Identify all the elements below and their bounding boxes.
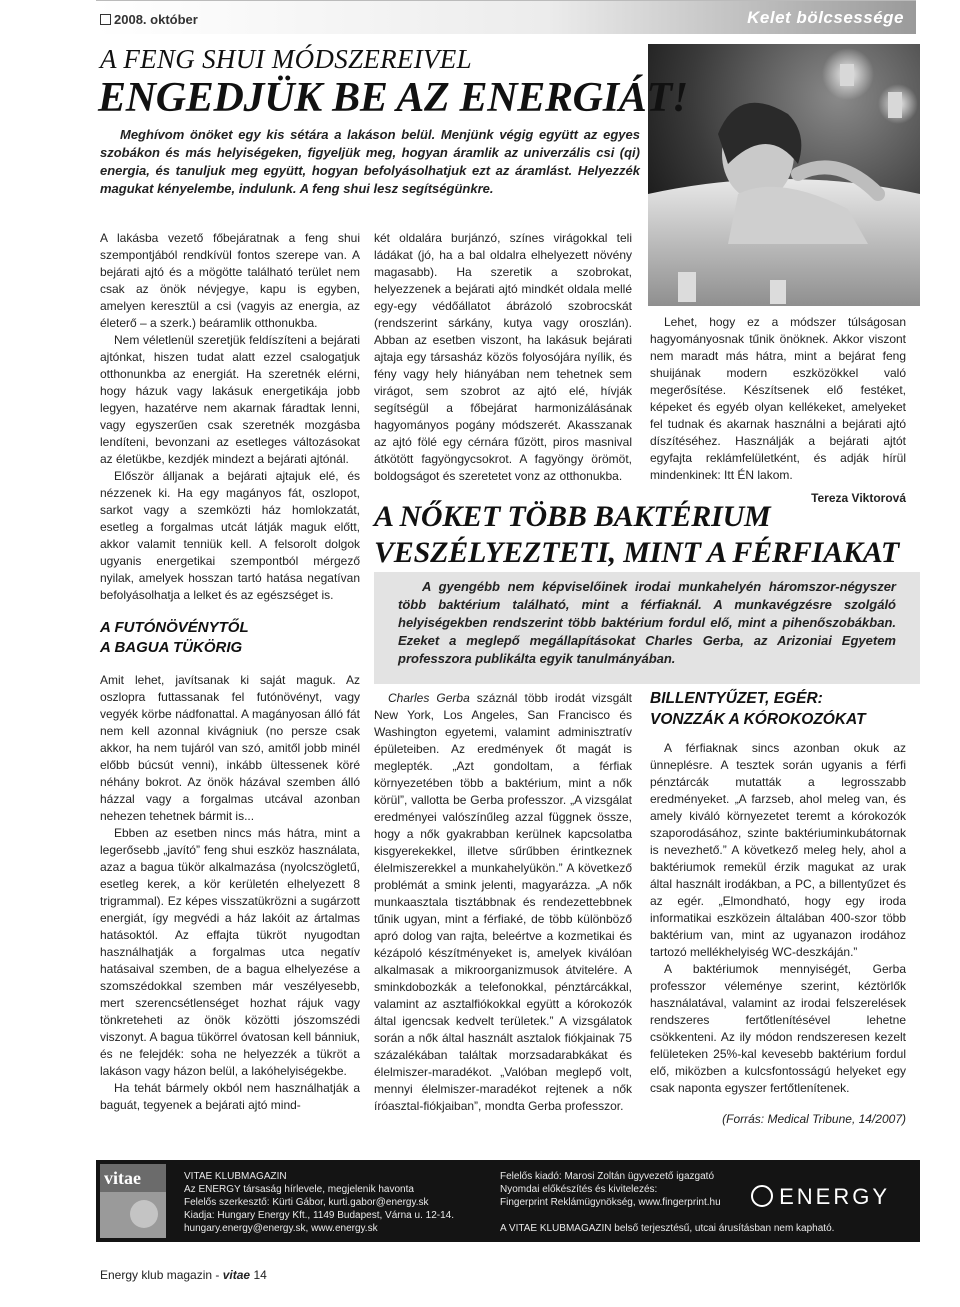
energy-logo-icon [751,1185,773,1207]
paragraph-text: száznál több irodát vizsgált New York, Los Angeles, San Francisco és Washington egyetemi, valamint adminisztratív épületeiben. Az eredmények őt magát is meglepték. „Azt gondoltam, a férfiak környezetében több a baktérium, mint a nők körül”, vallotta be Gerba professzor. „A vizsgálat eredményei valószínűleg azzal függnek össze, hogy a nők gyakrabban kerülnek kapcsolatba kisgyerekekkel, illetve sűrűbben érintkeznek élelmiszerekkel a munkahelyükön.” A következő problémát a smink jelenti, magyarázza. „A nők munkaasztala tisztábbnak és rendezettebbnek tűnik ugyan, mint a férfiaké, de több különböző apró dolog van rajta, beleértve a kozmetikai és kézápoló készítményeket is, amelyek kiválóan alkalmasak a mikroorganizmusok átvitelére. A sminkdobozkák a telefonokkal, pénztárcákkal, valamint az asztalfiókokkal együtt a kórokozók által igencsak kedvelt területek.” A vizsgálatok során a nők által használt asztalok fiókjainak 75 százalékában találtak morzsadarabkákat és élelmiszer-maradékot. „Valóban meglepő volt, mennyi élelmiszer-maradékot rejtenek a nők íróasztal-fiókjaiban”, mondta Gerba professzor. [374,691,632,1113]
paragraph: A lakásba vezető főbejáratnak a feng shui szempontjából rendkívül fontos szerepe van. A bejárati ajtó és a mögötte található terület nem csak az önök névjegye, kapu is egyben, amelyen keresztül a csi (vagyis az energia, az életerő – a szerk.) beáramlik otthonukba. [100,231,360,330]
side-heading-line1: BILLENTYŰZET, EGÉR: [650,690,823,707]
cover-illustration [100,1164,166,1238]
imprint-line: Kiadja: Hungary Energy Kft., 1149 Budapest, Várna u. 12-14. [184,1210,454,1221]
checkbox-square-icon [100,14,111,25]
article2-column1 [374,690,632,1115]
article2-title-line1: A NŐKET TÖBB BAKTÉRIUM [374,500,771,533]
subheading-line1: A FUTÓNÖVÉNYTŐL [100,619,249,636]
side-heading-line2: VONZZÁK A KÓROKOZÓKAT [650,711,866,728]
energy-logo [751,1184,890,1210]
imprint-line: Felelős kiadó: Marosi Zoltán ügyvezető igazgató [500,1171,715,1182]
imprint-line: VITAE KLUBMAGAZIN [184,1171,287,1182]
section-title: Kelet bölcsessége [747,8,904,27]
bath-woman-photo [648,44,920,306]
imprint-block1 [184,1170,484,1235]
paragraph: A férfiaknak sincs azonban okuk az ünneplésre. A tesztek során ugyanis a férfi pénztárcák mutatták a legrosszabb eredményeket. „A farzseb, ahol meleg van, és amely kiváló környezetet teremt a kórokozók szaporodásához, szinte baktériuminkubátornak is nevezhető.” A következő meleg hely, ahol a baktériumok remekül érzik magukat az urak által használt irodákban, a PC, a billentyűzet és az egér. „Elmondható, hogy egy iroda informatikai eszközein általában 400-szor több baktérium van, mint az ugyanazon irodához tartozó mellékhelyiség WC-deszkáján.” [650,741,906,959]
paragraph [374,690,632,1115]
article-lead [100,126,640,198]
imprint-line: Az ENERGY társaság hírlevele, megjelenik havonta [184,1184,414,1195]
imprint-line: Nyomdai előkészítés és kivitelezés: [500,1184,658,1195]
lead-paragraph: A gyengébb nem képviselőinek irodai munkahelyén háromszor-négyszer több baktérium található, mint a férfiaknál. A munkavégzésre szolgáló helyiségekben rendszerint több baktérium fordul elő, mint a pihenőszobákban. Ezeket a meglepő megállapításokat Charles Gerba, az Arizoniai Egyetem professzora publikálta egyik tanulmányában. [398,579,896,666]
paragraph: két oldalára burjánzó, színes virágokkal teli ládákat (jó, ha a bal oldalra elhelyezett növény magasabb). Ha szeretik a szobrokat, helyezzenek a bejárati ajtó mindkét oldala mellé egy-egy védőállatot ábrázoló szobrocskát (rendszerint sárkány, kutya vagy oroszlán). Abban az esetben viszont, ha lakásuk bejárati ajtaja egy társasház közös folyosójára nyílik, és fény vagy hely hiányában nem tehetnek sem virágot, sem szobrot az ajtó elé, hívják segítségül a főbejárat harmonizálásának hagyományos pogány módszerét. Akasszanak az ajtó fölé egy cérnára fűzött, piros masnival átkötött fagyöngycsokrot. A fagyöngy örömöt, boldogságot és szeretetet vonz az otthonukba. [374,231,632,483]
page-footer-magazine: vitae [222,1268,251,1282]
paragraph: A baktériumok mennyiségét, Gerba professzor véleménye szerint, kéztörlők használatával, valamint az irodai felszerelések rendszeres fertőtlenítésével lehetne csökkenteni. Az ily módon rendszeresen kezelt felületeken 25%-kal kevesebb baktérium fordul elő, miközben a kulcsfontosságú helyeket egy csak naponta egyszer fertőtlenítenek. [650,962,906,1095]
article1-column2 [374,230,632,485]
issue-date-text: 2008. október [114,12,198,27]
article2-column2 [650,688,906,1128]
paragraph: Amit lehet, javítsanak ki saját maguk. Az oszlopra futtassanak fel futónövényt, vagy vegyék körbe nádfonattal. A magányosan álló fát nem kell azonnal kivágniuk (no persze csak akkor, ha nem tujáról van szó, amitől jobb minél előbb búcsút venni), inkább ültessenek köré néhány bokrot. Az önök házával szemben álló házzal vagy a forgalmas utcával azonban nehezen tehetnek bármit is... [100,673,360,823]
article2-lead-box [374,572,920,684]
article2-title-line2: VESZÉLYEZTETI, MINT A FÉRFIAKAT [374,536,900,569]
issue-date [100,12,198,27]
cover-title: vitae [104,1168,141,1188]
subheading [100,618,360,658]
imprint-line: A VITAE KLUBMAGAZIN belső terjesztésű, utcai árusításban nem kapható. [500,1223,835,1234]
energy-logo-text: ENERGY [779,1184,890,1209]
paragraph: Nem véletlenül szeretjük feldíszíteni a bejárati ajtónkat, hiszen tudat alatt ezzel csalogatjuk otthonunkba az energiát. Ha szeretnék elérni, hogy házuk vagy lakásuk energetikája jobb legyen, hazatérve nem akarnak fáradtak lenni, vagy egyszerűen csak szeretnék mozgásba lendíteni, bevonzani az esetleges változásokat az életükbe, kezdjék mindezt a bejárati ajtónál. [100,333,360,466]
lead-paragraph: Meghívom önöket egy kis sétára a lakáson belül. Menjünk végig együtt az egyes szobákon és más helyiségeken, figyeljük meg, hogyan áramlik az univerzális csi (qi) energia, és tanuljuk meg együtt, hogyan befolyásolhatjuk ezt az áramlást. Helyezzék magukat kényelembe, indulunk. A feng shui lesz segítségünkre. [100,127,640,196]
paragraph: Ebben az esetben nincs más hátra, mint a legerősebb „javító” feng shui eszköz használata, azaz a bagua tükör alkalmazása (nyolcszögletű, esetleg kerek, a kör kerületén elhelyezett 8 trigrammal). Ez képes visszatükrözni a sugárzott energiát, így megvédi a ház lakóit az ártalmas hatásoktól. Az effajta tükröt nyugodtan használhatják a forgalmas utca negatív hatásaival szemben, de a bagua elhelyezése a szomszédokkal szemben már veszélyesebb, mert szerencsétlenséget hozhat rájuk vagy tönkreteheti az önök közötti jószomszédi viszonyt. A bagua tükörrel óvatosan kell bánniuk, és ne felejdék: soha ne helyezzék a tükröt a lakáson vagy házon belül, a lakóhelyiségekbe. [100,826,360,1078]
article1-column1 [100,230,360,1114]
page-number: 14 [253,1268,267,1282]
imprint-line: Felelős szerkesztő: Kürti Gábor, kurti.gabor@energy.sk [184,1197,429,1208]
paragraph: Ha tehát bármely okból nem használhatják a baguát, tegyenek a bejárati ajtó mind- [100,1081,360,1112]
imprint-spacer [500,1209,860,1222]
imprint-line: Fingerprint Reklámügynökség, www.fingerprint.hu [500,1197,721,1208]
page-footer [100,1268,267,1282]
footer-imprint [96,1160,920,1242]
person-name: Charles Gerba [388,691,470,705]
magazine-cover-thumbnail [100,1164,166,1238]
side-heading [650,688,906,730]
page-footer-label: Energy klub magazin - [100,1268,223,1282]
imprint-line: hungary.energy@energy.sk, www.energy.sk [184,1223,378,1234]
author-signature: Tereza Viktorová [811,491,906,505]
photo-illustration [648,44,920,306]
subheading-line2: A BAGUA TÜKÖRIG [100,639,243,656]
article-title-line2: ENGEDJÜK BE AZ ENERGIÁT! [98,75,688,121]
article1-column3 [650,314,906,507]
paragraph: Először álljanak a bejárati ajtajuk elé, és nézzenek ki. Ha egy magányos fát, oszlopot, sarkot vagy a szemközti ház homlokzatát, esetleg a forgalmas utcát látják maguk előtt, akkor valamit tenniük kell. A felsorolt dolgok ugyanis energetikai szempontból mérgező nyilak, amelyek hosszan tartó hatása negatívan befolyásolhatja a lelket és az egészséget is. [100,469,360,602]
article-title-line1: A FENG SHUI MÓDSZEREIVEL [100,44,472,74]
paragraph: Lehet, hogy ez a módszer túlságosan hagyományosnak tűnik önöknek. Akkor viszont nem maradt más hátra, mint a bejárat feng shuijának modern eszközökkel való megerősítése. Készítsenek elő festéket, képeket és egyéb olyan kellékeket, amelyeket fel tudnak és akarnak használni a bejárati ajtó díszítéséhez. Használják a bejárati ajtót egyfajta reklámfelületként, és adják hírül mindenkinek: Itt ÉN lakom. [650,315,906,482]
source-note: (Forrás: Medical Tribune, 14/2007) [722,1112,906,1126]
